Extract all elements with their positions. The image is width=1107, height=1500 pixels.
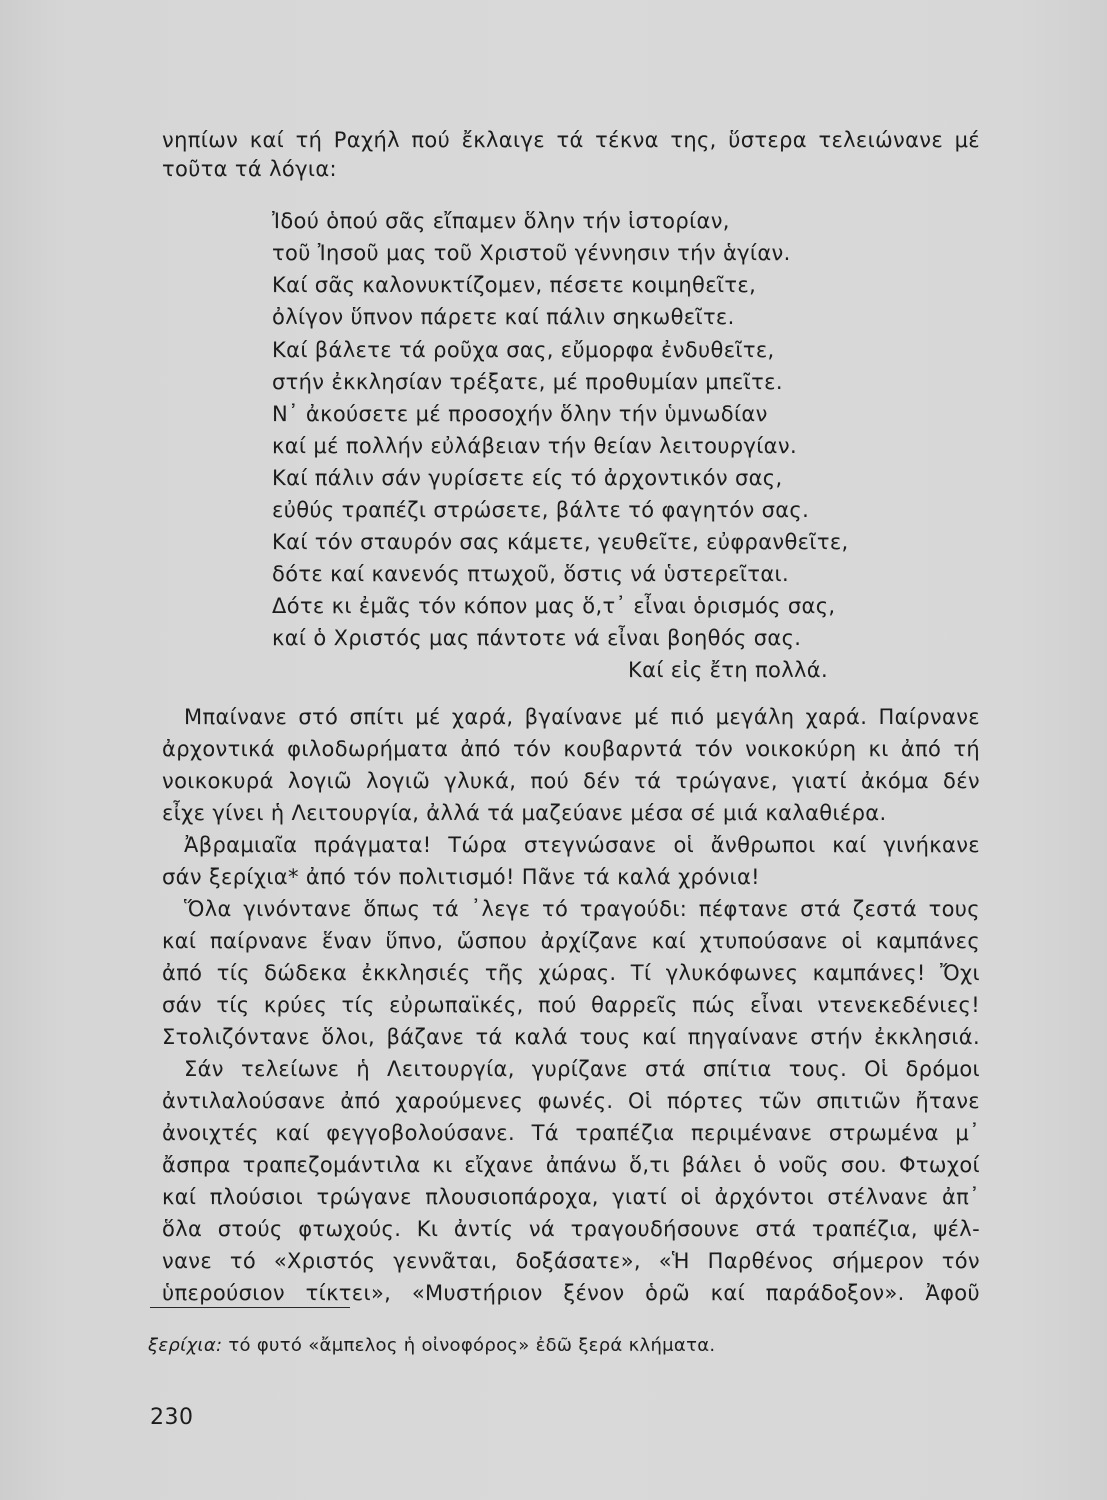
footnote-term: ξερίχια:	[148, 1335, 223, 1356]
verse-closing: Καί εἰς ἔτη πολλά.	[628, 658, 828, 682]
verse-line: τοῦ Ἰησοῦ μας τοῦ Χριστοῦ γέννησιν τήν ἁγίαν.	[272, 241, 791, 265]
verse-line: Ἰδού ὁπού σᾶς εἴπαμεν ὅλην τήν ἱστορίαν,	[272, 209, 730, 233]
prose-line: ὅλα στούς φτωχούς. Κι ἀντίς νά τραγουδήσουνε στά τραπέζια, ψέλ-	[162, 1217, 980, 1241]
prose-line: ἄσπρα τραπεζομάντιλα κι εἴχανε ἀπάνω ὅ,τι βάλει ὁ νοῦς σου. Φτωχοί	[162, 1153, 980, 1177]
verse-line: Καί τόν σταυρόν σας κάμετε, γευθεῖτε, εὐφρανθεῖτε,	[272, 530, 849, 554]
page-number: 230	[150, 1405, 194, 1430]
verse-line: δότε καί κανενός πτωχοῦ, ὅστις νά ὑστερεῖται.	[272, 562, 790, 586]
prose-line: Μπαίνανε στό σπίτι μέ χαρά, βγαίνανε μέ πιό μεγάλη χαρά. Παίρνανε	[184, 705, 980, 729]
prose-line: Σάν τελείωνε ἡ Λειτουργία, γυρίζανε στά σπίτια τους. Οἱ δρόμοι	[184, 1057, 980, 1081]
prose-line: Ἀβραμιαῖα πράγματα! Τώρα στεγνώσανε οἱ ἄνθρωποι καί γινήκανε	[184, 833, 980, 857]
verse-line: ὀλίγον ὕπνον πάρετε καί πάλιν σηκωθεῖτε.	[272, 305, 735, 329]
prose-line: εἶχε γίνει ἡ Λειτουργία, ἀλλά τά μαζεύανε μέσα σέ μιά καλαθιέρα.	[162, 801, 887, 825]
prose-line: Ὅλα γινόντανε ὅπως τά ᾽λεγε τό τραγούδι: πέφτανε στά ζεστά τους	[184, 897, 980, 921]
prose-line: καί παίρνανε ἕναν ὕπνο, ὥσπου ἀρχίζανε καί χτυπούσανε οἱ καμπάνες	[162, 929, 980, 953]
prose-line: νανε τό «Χριστός γεννᾶται, δοξάσατε», «Ἡ Παρθένος σήμερον τόν	[162, 1249, 980, 1273]
footnote	[148, 1334, 715, 1358]
verse-line: στήν ἐκκλησίαν τρέξατε, μέ προθυμίαν μπεῖτε.	[272, 370, 783, 394]
prose-line: ἀντιλαλούσανε ἀπό χαρούμενες φωνές. Οἱ πόρτες τῶν σπιτιῶν ἤτανε	[162, 1089, 980, 1113]
verse-line: Καί πάλιν σάν γυρίσετε είς τό ἀρχοντικόν σας,	[272, 466, 783, 490]
prose-line: ὑπερούσιον τίκτει», «Μυστήριον ξένον ὁρῶ καί παράδοξον». Ἀφοῦ	[162, 1281, 980, 1305]
verse-line: καί μέ πολλήν εὐλάβειαν τήν θείαν λειτουργίαν.	[272, 434, 797, 458]
prose-line: καί πλούσιοι τρώγανε πλουσιοπάροχα, γιατί οἱ ἀρχόντοι στέλνανε ἀπ᾽	[162, 1185, 980, 1209]
footnote-divider	[150, 1307, 350, 1308]
footnote-text: τό φυτό «ἄμπελος ἡ οἰνοφόρος» ἐδῶ ξερά κλήματα.	[222, 1335, 716, 1356]
prose-line: σάν ξερίχια* ἀπό τόν πολιτισμό! Πᾶνε τά καλά χρόνια!	[162, 865, 760, 889]
prose-line: Στολιζόντανε ὅλοι, βάζανε τά καλά τους καί πηγαίνανε στήν ἐκκλησιά.	[162, 1025, 980, 1049]
verse-line: Ν᾽ ἀκούσετε μέ προσοχήν ὅλην τήν ὑμνωδίαν	[272, 402, 768, 426]
intro-line: νηπίων καί τή Ραχήλ πού ἔκλαιγε τά τέκνα της, ὕστερα τελειώνανε μέ	[162, 128, 980, 152]
prose-line: ἀνοιχτές καί φεγγοβολούσανε. Τά τραπέζια περιμένανε στρωμένα μ᾽	[162, 1121, 980, 1145]
prose-line: ἀρχοντικά φιλοδωρήματα ἀπό τόν κουβαρντά τόν νοικοκύρη κι ἀπό τή	[162, 737, 980, 761]
intro-line: τοῦτα τά λόγια:	[162, 157, 337, 181]
prose-line: ἀπό τίς δώδεκα ἐκκλησιές τῆς χώρας. Τί γλυκόφωνες καμπάνες! Ὄχι	[162, 961, 980, 985]
verse-line: Δότε κι ἐμᾶς τόν κόπον μας ὅ,τ᾽ εἶναι ὁρισμός σας,	[272, 594, 836, 618]
verse-line: Καί σᾶς καλονυκτίζομεν, πέσετε κοιμηθεῖτε,	[272, 273, 757, 297]
verse-line: καί ὁ Χριστός μας πάντοτε νά εἶναι βοηθός σας.	[272, 626, 802, 650]
prose-line: νοικοκυρά λογιῶ λογιῶ γλυκά, πού δέν τά τρώγανε, γιατί ἀκόμα δέν	[162, 769, 980, 793]
verse-line: εὐθύς τραπέζι στρώσετε, βάλτε τό φαγητόν σας.	[272, 498, 810, 522]
verse-line: Καί βάλετε τά ροῦχα σας, εὔμορφα ἐνδυθεῖτε,	[272, 338, 775, 362]
prose-line: σάν τίς κρύες τίς εὐρωπαϊκές, πού θαρρεῖς πώς εἶναι ντενεκεδένιες!	[162, 993, 980, 1017]
